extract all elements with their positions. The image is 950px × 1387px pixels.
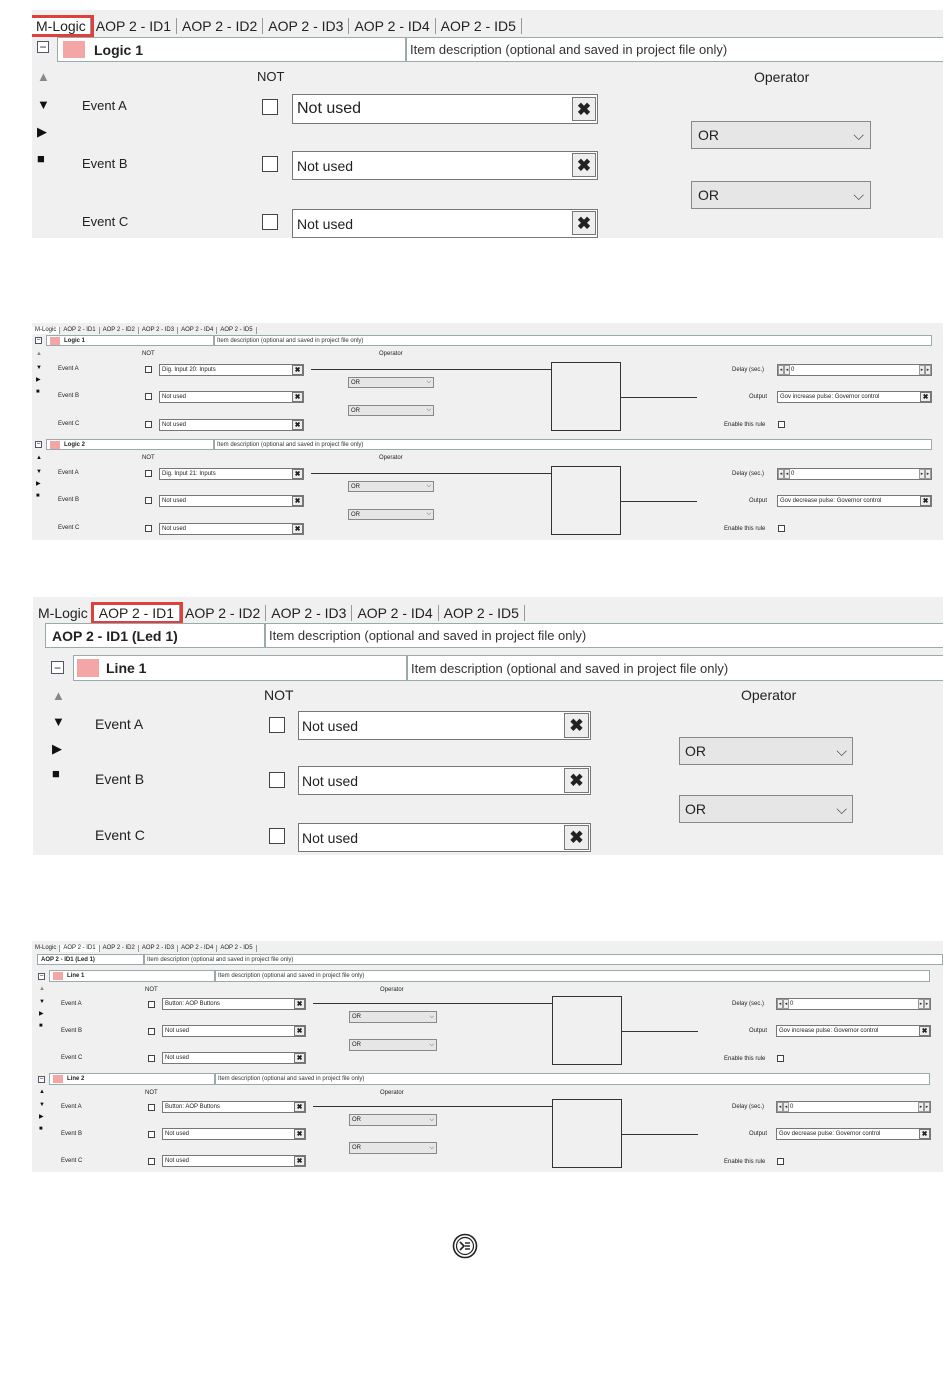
spin-left-icon[interactable]: ◂ xyxy=(777,999,783,1009)
tab-aop2-id3[interactable]: AOP 2 - ID3 xyxy=(266,605,352,621)
not-checkbox-c[interactable] xyxy=(262,214,278,230)
tab-aop2-id2[interactable]: AOP 2 - ID2 xyxy=(177,18,263,34)
not-checkbox-c[interactable] xyxy=(269,828,285,844)
chevron-down-icon: ⌵ xyxy=(426,483,431,489)
event-c-label: Event C xyxy=(58,525,80,531)
tab-aop2-id5[interactable]: AOP 2 - ID5 xyxy=(217,945,256,952)
event-a-value: Dig. Input 20: Inputs xyxy=(162,367,216,373)
event-b-field[interactable] xyxy=(298,766,591,795)
event-a-label: Event A xyxy=(61,1001,82,1007)
operator-label: Operator xyxy=(379,455,403,461)
event-b-field[interactable] xyxy=(162,1128,306,1140)
group-title: Logic 1 xyxy=(64,337,86,344)
event-a-value: Not used xyxy=(302,717,359,734)
delay-spinner[interactable] xyxy=(776,998,931,1010)
section-title: AOP 2 - ID1 (Led 1) xyxy=(41,956,95,963)
operator-select-1[interactable] xyxy=(691,121,871,149)
event-c-field[interactable] xyxy=(159,523,304,535)
output-line xyxy=(622,1031,698,1032)
not-label: NOT xyxy=(142,351,155,357)
operator-select-2[interactable] xyxy=(349,1039,437,1051)
chevron-down-icon: ⌵ xyxy=(426,407,431,413)
clear-x-icon[interactable]: ✖ xyxy=(564,768,589,793)
tab-aop2-id4[interactable]: AOP 2 - ID4 xyxy=(178,945,217,952)
down-arrow-icon[interactable]: ▼ xyxy=(36,469,42,475)
event-c-label: Event C xyxy=(61,1055,83,1061)
chevron-down-icon: ⌵ xyxy=(429,1144,434,1151)
chevron-down-icon: ⌵ xyxy=(853,186,864,203)
not-checkbox-a[interactable] xyxy=(269,717,285,733)
not-checkbox-a[interactable] xyxy=(262,99,278,115)
tab-aop2-id5[interactable]: AOP 2 - ID5 xyxy=(439,605,525,621)
operator-select-1[interactable] xyxy=(679,737,853,765)
spin-left-icon[interactable]: ◂ xyxy=(778,365,784,375)
tab-aop2-id1[interactable]: AOP 2 - ID1 xyxy=(60,327,99,334)
section-description-field[interactable]: Item description (optional and saved in project file only) xyxy=(144,954,943,965)
operator-label: Operator xyxy=(379,351,403,357)
operator-value-2: OR xyxy=(351,407,360,414)
connector-line xyxy=(311,369,551,370)
spin-right-icon[interactable]: ▸ xyxy=(924,1102,930,1112)
event-a-field[interactable] xyxy=(162,1101,306,1113)
spin-left-icon[interactable]: ◂ xyxy=(784,365,790,375)
event-a-value: Button: AOP Buttons xyxy=(165,1001,220,1007)
stop-icon[interactable]: ■ xyxy=(39,1023,43,1029)
tab-aop2-id4[interactable]: AOP 2 - ID4 xyxy=(349,18,435,34)
description-field[interactable]: Item description (optional and saved in project file only) xyxy=(406,37,943,62)
operator-select-1[interactable] xyxy=(348,481,434,492)
clear-x-icon[interactable]: ✖ xyxy=(294,999,305,1009)
operator-label: Operator xyxy=(380,1090,404,1096)
operator-value-2: OR xyxy=(685,801,706,817)
operator-select-2[interactable] xyxy=(679,795,853,823)
not-checkbox-b[interactable] xyxy=(145,497,152,504)
up-arrow-icon[interactable]: ▲ xyxy=(36,351,42,357)
operator-label: Operator xyxy=(754,69,810,85)
event-a-field[interactable] xyxy=(162,998,306,1010)
play-icon[interactable]: ▶ xyxy=(36,481,41,487)
play-icon[interactable]: ▶ xyxy=(37,124,47,139)
tab-m-logic[interactable]: M-Logic xyxy=(33,605,94,621)
tab-aop2-id1[interactable]: AOP 2 - ID1 xyxy=(94,605,180,621)
event-b-value: Not used xyxy=(297,157,354,174)
tab-m-logic[interactable]: M-Logic xyxy=(32,327,60,334)
operator-value-1: OR xyxy=(351,379,360,386)
event-c-label: Event C xyxy=(82,214,129,229)
color-swatch xyxy=(53,1075,63,1083)
event-c-field[interactable] xyxy=(159,419,304,431)
section-header xyxy=(37,954,144,965)
group-header xyxy=(57,37,406,62)
event-b-value: Not used xyxy=(165,1028,190,1034)
clear-x-icon[interactable]: ✖ xyxy=(294,1129,305,1139)
event-b-label: Event B xyxy=(82,156,128,171)
connector-line xyxy=(313,1106,552,1107)
not-checkbox-b[interactable] xyxy=(145,393,152,400)
event-c-field[interactable] xyxy=(162,1155,306,1167)
event-b-label: Event B xyxy=(58,393,80,399)
group-title: Line 1 xyxy=(106,660,147,676)
event-c-value: Not used xyxy=(165,1055,190,1061)
enable-checkbox[interactable] xyxy=(777,1158,784,1165)
event-b-label: Event B xyxy=(95,771,145,787)
clear-x-icon[interactable]: ✖ xyxy=(292,469,303,479)
down-arrow-icon[interactable]: ▼ xyxy=(39,999,45,1005)
delay-value: 0 xyxy=(791,367,795,373)
enable-checkbox[interactable] xyxy=(778,421,785,428)
output-value: Gov decrease pulse: Governor control xyxy=(780,498,882,504)
event-b-label: Event B xyxy=(58,497,80,503)
tab-aop2-id4[interactable]: AOP 2 - ID4 xyxy=(178,327,217,334)
spin-left-icon[interactable]: ◂ xyxy=(784,469,790,479)
tab-aop2-id1[interactable]: AOP 2 - ID1 xyxy=(91,18,177,34)
section-header xyxy=(45,623,265,648)
tab-bar xyxy=(32,942,257,952)
chevron-down-icon: ⌵ xyxy=(429,1013,434,1020)
m-logic-overview-panel xyxy=(32,323,943,540)
operator-select-1[interactable] xyxy=(348,377,434,388)
collapse-minus-icon[interactable]: − xyxy=(39,973,44,980)
tab-bar xyxy=(32,12,522,34)
clear-x-icon[interactable]: ✖ xyxy=(294,1053,305,1063)
output-field[interactable] xyxy=(776,1025,931,1037)
output-field[interactable] xyxy=(776,1128,931,1140)
output-field[interactable] xyxy=(777,391,932,403)
event-c-value: Not used xyxy=(162,422,187,428)
operator-select-1[interactable] xyxy=(349,1011,437,1023)
event-c-field[interactable] xyxy=(298,823,591,852)
operator-value-1: OR xyxy=(352,1117,361,1123)
chevron-down-icon: ⌵ xyxy=(426,511,431,517)
event-b-field[interactable] xyxy=(159,391,304,403)
spin-left-icon[interactable]: ◂ xyxy=(783,999,789,1009)
not-checkbox-b[interactable] xyxy=(148,1028,155,1035)
event-a-value: Not used xyxy=(297,100,362,117)
operator-select-1[interactable] xyxy=(349,1114,437,1126)
up-arrow-icon[interactable]: ▲ xyxy=(39,1089,45,1095)
output-field[interactable] xyxy=(777,495,932,507)
stop-icon[interactable]: ■ xyxy=(52,766,60,781)
m-logic-panel xyxy=(32,10,943,238)
operator-value-2: OR xyxy=(352,1042,361,1048)
not-label: NOT xyxy=(145,987,158,993)
operator-select-2[interactable] xyxy=(348,509,434,520)
spin-right-icon[interactable]: ▸ xyxy=(918,1102,924,1112)
event-a-label: Event A xyxy=(82,98,127,113)
event-b-value: Not used xyxy=(162,498,187,504)
spin-right-icon[interactable]: ▸ xyxy=(924,999,930,1009)
event-c-value: Not used xyxy=(297,215,354,232)
event-a-label: Event A xyxy=(58,366,79,372)
enable-label: Enable this rule xyxy=(724,526,766,532)
event-c-label: Event C xyxy=(58,421,80,427)
up-arrow-icon[interactable]: ▲ xyxy=(37,69,50,84)
connector-line xyxy=(313,1003,552,1004)
logic-block xyxy=(552,1099,622,1168)
tab-aop2-id5[interactable]: AOP 2 - ID5 xyxy=(217,327,256,334)
event-a-value: Dig. Input 21: Inputs xyxy=(162,471,216,477)
operator-select-2[interactable] xyxy=(691,181,871,209)
spin-right-icon[interactable]: ▸ xyxy=(925,469,931,479)
tab-aop2-id2[interactable]: AOP 2 - ID2 xyxy=(180,605,266,621)
clear-x-icon[interactable]: ✖ xyxy=(919,1026,930,1036)
play-icon[interactable]: ▶ xyxy=(52,741,62,756)
clear-x-icon[interactable]: ✖ xyxy=(292,365,303,375)
enable-checkbox[interactable] xyxy=(778,525,785,532)
spin-right-icon[interactable]: ▸ xyxy=(919,365,925,375)
clear-x-icon[interactable]: ✖ xyxy=(564,825,589,850)
output-label: Output xyxy=(749,1028,768,1034)
group-title: Line 2 xyxy=(67,1076,85,1082)
color-swatch xyxy=(50,337,60,345)
not-checkbox-b[interactable] xyxy=(269,772,285,788)
down-arrow-icon[interactable]: ▼ xyxy=(52,714,65,729)
operator-value-2: OR xyxy=(352,1145,361,1151)
clear-x-icon[interactable]: ✖ xyxy=(572,153,596,177)
collapse-minus-icon[interactable]: − xyxy=(51,661,64,674)
stop-icon[interactable]: ■ xyxy=(36,493,40,499)
enable-label: Enable this rule xyxy=(724,1159,766,1165)
not-checkbox-c[interactable] xyxy=(148,1055,155,1062)
play-icon[interactable]: ▶ xyxy=(39,1011,44,1017)
output-value: Gov increase pulse: Governor control xyxy=(780,394,880,400)
clear-x-icon[interactable]: ✖ xyxy=(294,1026,305,1036)
clear-x-icon[interactable]: ✖ xyxy=(572,211,596,235)
not-checkbox-c[interactable] xyxy=(148,1158,155,1165)
event-b-value: Not used xyxy=(162,394,187,400)
event-b-label: Event B xyxy=(61,1028,83,1034)
collapse-minus-icon[interactable]: − xyxy=(36,441,41,448)
tab-aop2-id4[interactable]: AOP 2 - ID4 xyxy=(352,605,438,621)
not-checkbox-a[interactable] xyxy=(148,1001,155,1008)
logic-block xyxy=(551,362,621,431)
clear-x-icon[interactable]: ✖ xyxy=(920,496,931,506)
not-checkbox-a[interactable] xyxy=(145,366,152,373)
event-c-label: Event C xyxy=(61,1158,83,1164)
not-label: NOT xyxy=(257,69,285,84)
aop-id1-panel xyxy=(33,597,943,855)
delay-label: Delay (sec.) xyxy=(732,367,765,373)
up-arrow-icon[interactable]: ▲ xyxy=(39,986,45,992)
stop-icon[interactable]: ■ xyxy=(37,151,45,166)
event-a-label: Event A xyxy=(95,716,144,732)
chevron-down-icon: ⌵ xyxy=(853,126,864,143)
tab-aop2-id3[interactable]: AOP 2 - ID3 xyxy=(139,945,178,952)
operator-value-1: OR xyxy=(685,743,706,759)
event-c-value: Not used xyxy=(162,526,187,532)
tab-aop2-id3[interactable]: AOP 2 - ID3 xyxy=(263,18,349,34)
clear-x-icon[interactable]: ✖ xyxy=(292,524,303,534)
tab-bar xyxy=(33,599,525,621)
tab-aop2-id1[interactable]: AOP 2 - ID1 xyxy=(60,945,99,952)
delay-label: Delay (sec.) xyxy=(732,1001,765,1007)
down-arrow-icon[interactable]: ▼ xyxy=(39,1102,45,1108)
enable-label: Enable this rule xyxy=(724,1056,766,1062)
operator-select-2[interactable] xyxy=(348,405,434,416)
delay-value: 0 xyxy=(790,1104,794,1110)
operator-label: Operator xyxy=(380,987,404,993)
color-swatch xyxy=(63,41,85,58)
tab-bar xyxy=(32,324,257,334)
down-arrow-icon[interactable]: ▼ xyxy=(37,97,50,112)
group-header xyxy=(73,655,407,681)
connector-line xyxy=(311,473,551,474)
not-checkbox-a[interactable] xyxy=(145,470,152,477)
tab-m-logic[interactable]: M-Logic xyxy=(32,18,91,34)
spin-right-icon[interactable]: ▸ xyxy=(925,365,931,375)
play-icon[interactable]: ▶ xyxy=(39,1114,44,1120)
delay-spinner[interactable] xyxy=(777,468,932,480)
event-b-value: Not used xyxy=(302,772,359,789)
output-label: Output xyxy=(749,394,768,400)
event-b-field[interactable] xyxy=(292,151,598,180)
not-checkbox-b[interactable] xyxy=(262,156,278,172)
chevron-down-icon: ⌵ xyxy=(429,1041,434,1048)
event-c-field[interactable] xyxy=(292,209,598,238)
tab-m-logic[interactable]: M-Logic xyxy=(32,945,60,952)
group-header xyxy=(46,439,214,450)
enable-label: Enable this rule xyxy=(724,422,766,428)
enable-checkbox[interactable] xyxy=(777,1055,784,1062)
chevron-down-icon: ⌵ xyxy=(836,800,847,817)
event-c-value: Not used xyxy=(302,829,359,846)
not-checkbox-c[interactable] xyxy=(145,525,152,532)
chevron-down-icon: ⌵ xyxy=(836,742,847,759)
up-arrow-icon[interactable]: ▲ xyxy=(36,455,42,461)
event-b-label: Event B xyxy=(61,1131,83,1137)
output-label: Output xyxy=(749,1131,768,1137)
description-field[interactable]: Item description (optional and saved in project file only) xyxy=(215,970,930,982)
play-icon[interactable]: ▶ xyxy=(36,377,41,383)
event-a-field[interactable] xyxy=(298,711,591,740)
clear-x-icon[interactable]: ✖ xyxy=(564,713,589,738)
description-field[interactable]: Item description (optional and saved in project file only) xyxy=(214,335,932,346)
circle-logo-icon xyxy=(452,1233,478,1259)
description-field[interactable]: Item description (optional and saved in project file only) xyxy=(215,1073,930,1085)
event-b-field[interactable] xyxy=(159,495,304,507)
operator-select-2[interactable] xyxy=(349,1142,437,1154)
logic-block xyxy=(551,466,621,535)
output-line xyxy=(621,397,697,398)
output-line xyxy=(621,501,697,502)
stop-icon[interactable]: ■ xyxy=(39,1126,43,1132)
group-header xyxy=(46,335,214,346)
output-line xyxy=(622,1134,698,1135)
clear-x-icon[interactable]: ✖ xyxy=(920,392,931,402)
clear-x-icon[interactable]: ✖ xyxy=(572,97,596,121)
color-swatch xyxy=(77,659,99,677)
event-a-field[interactable] xyxy=(159,468,304,480)
color-swatch xyxy=(53,972,63,980)
event-b-value: Not used xyxy=(165,1131,190,1137)
spin-left-icon[interactable]: ◂ xyxy=(778,469,784,479)
collapse-minus-icon[interactable]: − xyxy=(39,1076,44,1083)
not-label: NOT xyxy=(264,687,294,703)
event-a-value: Button: AOP Buttons xyxy=(165,1104,220,1110)
group-header xyxy=(49,970,215,982)
section-title: AOP 2 - ID1 (Led 1) xyxy=(52,627,178,644)
output-value: Gov decrease pulse: Governor control xyxy=(779,1131,881,1137)
output-label: Output xyxy=(749,498,768,504)
clear-x-icon[interactable]: ✖ xyxy=(292,392,303,402)
up-arrow-icon[interactable]: ▲ xyxy=(52,688,65,703)
chevron-down-icon: ⌵ xyxy=(429,1116,434,1123)
not-checkbox-c[interactable] xyxy=(145,421,152,428)
aop-id1-overview-panel xyxy=(32,941,943,1172)
not-checkbox-a[interactable] xyxy=(148,1104,155,1111)
group-title: Line 1 xyxy=(67,973,85,979)
operator-value-1: OR xyxy=(351,483,360,490)
operator-value-1: OR xyxy=(352,1014,361,1020)
stop-icon[interactable]: ■ xyxy=(36,389,40,395)
event-a-field[interactable] xyxy=(159,364,304,376)
logic-block xyxy=(552,996,622,1065)
event-c-value: Not used xyxy=(165,1158,190,1164)
tab-aop2-id2[interactable]: AOP 2 - ID2 xyxy=(100,327,139,334)
event-a-field[interactable] xyxy=(292,94,598,124)
collapse-minus-icon[interactable]: − xyxy=(36,337,41,344)
description-field[interactable]: Item description (optional and saved in project file only) xyxy=(407,655,943,681)
event-b-field[interactable] xyxy=(162,1025,306,1037)
spin-right-icon[interactable]: ▸ xyxy=(919,469,925,479)
delay-value: 0 xyxy=(791,471,795,477)
down-arrow-icon[interactable]: ▼ xyxy=(36,365,42,371)
not-label: NOT xyxy=(142,455,155,461)
clear-x-icon[interactable]: ✖ xyxy=(292,496,303,506)
tab-aop2-id5[interactable]: AOP 2 - ID5 xyxy=(436,18,522,34)
chevron-down-icon: ⌵ xyxy=(426,379,431,385)
description-field[interactable]: Item description (optional and saved in project file only) xyxy=(214,439,932,450)
section-description-field[interactable]: Item description (optional and saved in project file only) xyxy=(265,623,943,648)
event-a-label: Event A xyxy=(58,470,79,476)
clear-x-icon[interactable]: ✖ xyxy=(919,1129,930,1139)
spin-right-icon[interactable]: ▸ xyxy=(918,999,924,1009)
group-title: Logic 2 xyxy=(64,441,86,448)
clear-x-icon[interactable]: ✖ xyxy=(294,1156,305,1166)
color-swatch xyxy=(50,441,60,449)
event-c-field[interactable] xyxy=(162,1052,306,1064)
tab-aop2-id3[interactable]: AOP 2 - ID3 xyxy=(139,327,178,334)
event-a-label: Event A xyxy=(61,1104,82,1110)
delay-value: 0 xyxy=(790,1001,794,1007)
clear-x-icon[interactable]: ✖ xyxy=(292,420,303,430)
operator-label: Operator xyxy=(741,687,797,703)
not-label: NOT xyxy=(145,1090,158,1096)
spin-left-icon[interactable]: ◂ xyxy=(783,1102,789,1112)
delay-spinner[interactable] xyxy=(777,364,932,376)
clear-x-icon[interactable]: ✖ xyxy=(294,1102,305,1112)
operator-value-2: OR xyxy=(351,511,360,518)
collapse-minus-icon[interactable]: − xyxy=(37,41,49,53)
delay-spinner[interactable] xyxy=(776,1101,931,1113)
operator-value-1: OR xyxy=(698,127,719,143)
output-value: Gov increase pulse: Governor control xyxy=(779,1028,879,1034)
tab-aop2-id2[interactable]: AOP 2 - ID2 xyxy=(100,945,139,952)
event-c-label: Event C xyxy=(95,827,145,843)
operator-value-2: OR xyxy=(698,187,719,203)
not-checkbox-b[interactable] xyxy=(148,1131,155,1138)
group-header xyxy=(49,1073,215,1085)
group-title: Logic 1 xyxy=(94,41,144,58)
delay-label: Delay (sec.) xyxy=(732,471,765,477)
spin-left-icon[interactable]: ◂ xyxy=(777,1102,783,1112)
delay-label: Delay (sec.) xyxy=(732,1104,765,1110)
